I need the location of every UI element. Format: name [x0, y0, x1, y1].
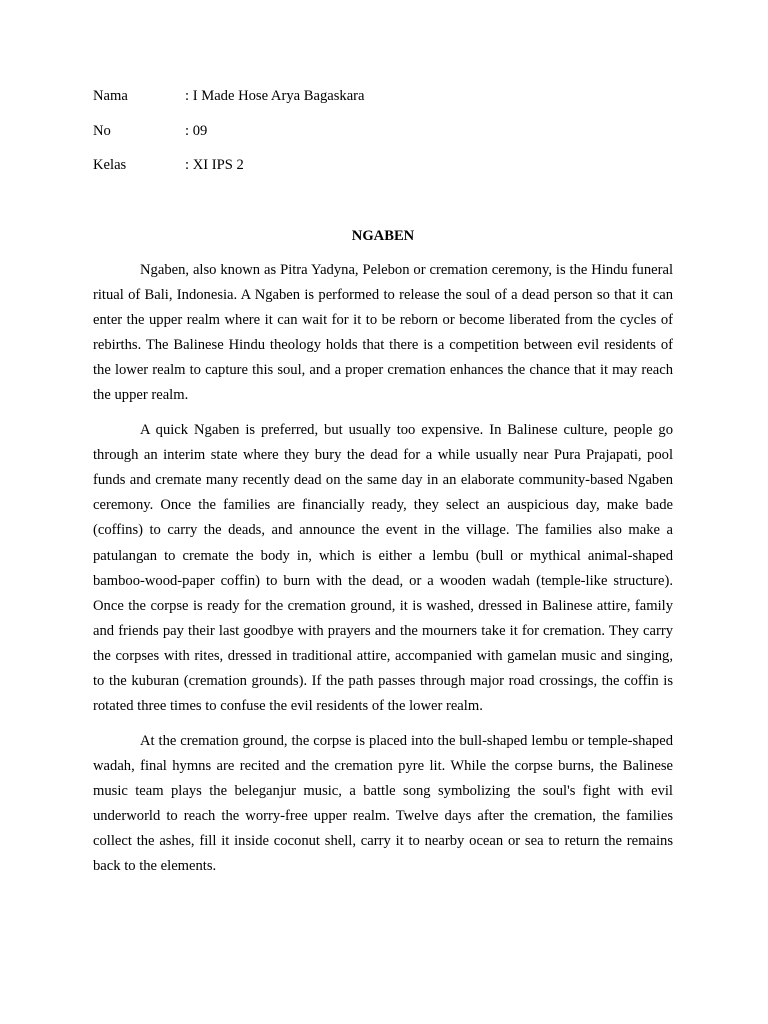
info-row-kelas [93, 157, 673, 174]
info-label-kelas: Kelas [93, 157, 127, 173]
document-body [93, 258, 673, 889]
paragraph-3: At the cremation ground, the corpse is placed into the bull-shaped lembu or temple-shaped wadah, final hymns are recited and the cremation pyre lit. While the corpse burns, the Balinese music team plays the beleganjur music, a battle song symbolizing the soul's fight with evil underworld to reach the worry-free upper realm. Twelve days after the cremation, the families collect the ashes, fill it inside coconut shell, carry it to nearby ocean or sea to return the remains back to the elements. [93, 732, 673, 875]
info-value-no: : 09 [185, 122, 208, 139]
info-label-no: No [93, 122, 111, 139]
info-row-no [93, 123, 673, 140]
paragraph-1: Ngaben, also known as Pitra Yadyna, Pelebon or cremation ceremony, is the Hindu funeral ritual of Bali, Indonesia. A Ngaben is performed to release the soul of a dead person so that it can enter the upper realm where it can wait for it to be reborn or become liberated from the cycles of rebirths. The Balinese Hindu theology holds that there is a competition between evil residents of the lower realm to capture this soul, and a proper cremation enhances the chance that it may reach the upper realm. [93, 262, 673, 404]
document-title: NGABEN [351, 228, 415, 244]
info-value-kelas: : XI IPS 2 [185, 157, 244, 173]
info-label-nama: Nama [93, 88, 128, 104]
paragraph-2: A quick Ngaben is preferred, but usually too expensive. In Balinese culture, people go through an interim state where they bury the dead for a while usually near Pura Prajapati, pool funds and cremate many recently dead on the same day in an elaborate community-based Ngaben ceremony. Once the families are financially ready, they select an auspicious day, make bade (coffins) to carry the deads, and announce the event in the village. The families also make a patulangan to cremate the body in, which is either a lembu (bull or mythical animal-shaped bamboo-wood-paper coffin) to burn with the dead, or a wooden wadah (temple-like structure). Once the corpse is ready for the cremation ground, it is washed, dressed in Balinese attire, family and friends pay their last goodbye with prayers and the mourners take it for cremation. They carry the corpses with rites, dressed in traditional attire, accompanied with gamelan music and singing, to the kuburan (cremation grounds). If the path passes through major road crossings, the coffin is rotated three times to confuse the evil residents of the lower realm. [93, 422, 673, 715]
info-row-nama [93, 88, 673, 105]
info-value-nama: : I Made Hose Arya Bagaskara [185, 88, 365, 104]
student-info [93, 88, 673, 192]
